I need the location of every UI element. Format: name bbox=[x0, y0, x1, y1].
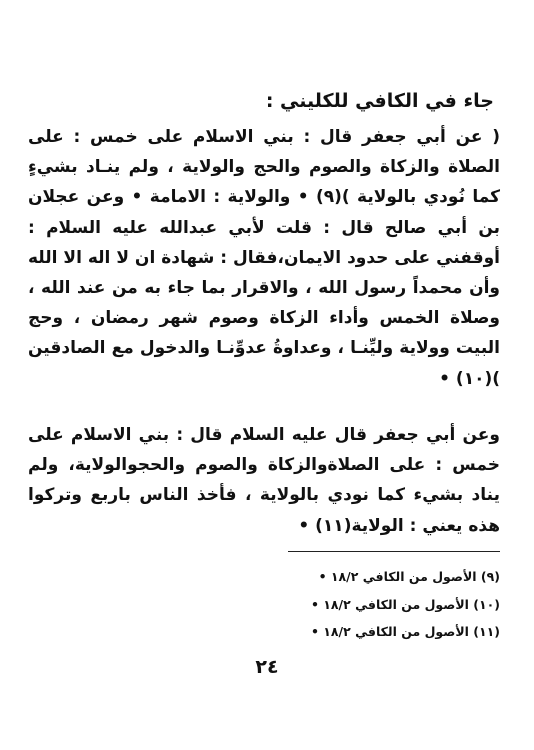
body-paragraph-1: ( عن أبي جعفر قال : بني الاسلام على خمس : على الصلاة والزكاة والصوم والحج والولاية ، ولم ينـاد بشيءٍ كما نُودي بالولاية )(٩) • والولاية : الامامة • وعن عجلان بن أبي صالح قال : قلت لأبي عبدالله عليه السلام : أوقفني على حدود الايمان،فقال : شهادة ان لا اله الا الله وأن محمداً رسول الله ، والاقرار بما جاء به من عند الله ، وصلاة الخمس وأداء الزكاة وصوم شهر رمضان ، وحج البيت وولاية وليِّنـا ، وعداوةُ عدوِّنـا والدخول مع الصادقين )(١٠) • bbox=[28, 127, 500, 389]
section-heading: جاء في الكافي للكليني : bbox=[265, 90, 494, 112]
footnote-separator bbox=[288, 551, 500, 552]
body-paragraph-2: وعن أبي جعفر قال عليه السلام قال : بني الاسلام على خمس : على الصلاةوالزكاة والصوم والحجوالولاية، ولم يناد بشيء كما نودي بالولاية ، فأخذ الناس باربع وتركوا هذه يعني : الولاية(١١) • bbox=[28, 425, 500, 536]
footnote-11: (١١) الأصول من الكافي ١٨/٢ • bbox=[310, 624, 500, 639]
footnote-10: (١٠) الأصول من الكافي ١٨/٢ • bbox=[310, 596, 500, 612]
page-number: ٢٤ bbox=[255, 656, 279, 678]
footnotes bbox=[200, 563, 500, 646]
footnote-9: (٩) الأصول من الكافي ١٨/٢ • bbox=[318, 569, 500, 584]
